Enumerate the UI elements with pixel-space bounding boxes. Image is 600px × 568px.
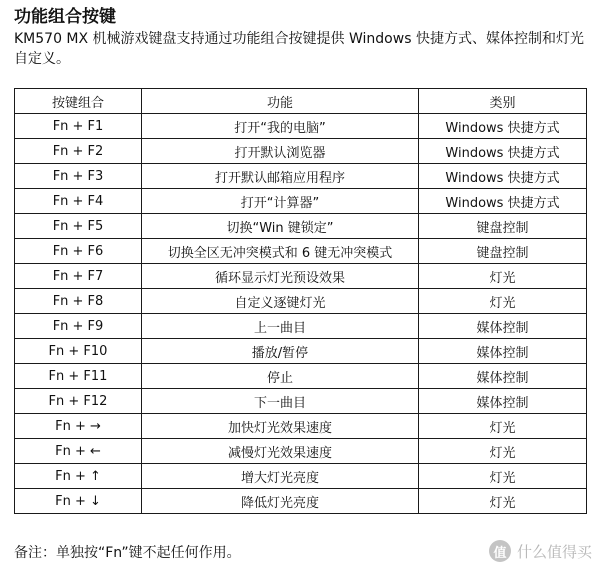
category-cell: 媒体控制 [419, 364, 587, 389]
category-cell: 键盘控制 [419, 214, 587, 239]
table-row [15, 214, 587, 239]
category-cell: 灯光 [419, 264, 587, 289]
watermark-text: 什么值得买 [516, 542, 592, 561]
header-combo: 按键组合 [15, 89, 142, 114]
combo-cell: Fn + F6 [15, 239, 142, 264]
table-row [15, 314, 587, 339]
intro-paragraph: KM570 MX 机械游戏键盘支持通过功能组合按键提供 Windows 快捷方式、媒体控制和灯光自定义。 [14, 31, 584, 67]
category-cell: 键盘控制 [419, 239, 587, 264]
combo-cell: Fn + ↓ [15, 489, 142, 514]
combo-cell: Fn + F2 [15, 139, 142, 164]
combo-cell: Fn + ↑ [15, 464, 142, 489]
table-row [15, 439, 587, 464]
category-cell: 灯光 [419, 464, 587, 489]
combo-cell: Fn + F3 [15, 164, 142, 189]
function-cell: 打开默认浏览器 [142, 139, 419, 164]
category-cell: Windows 快捷方式 [419, 139, 587, 164]
combo-cell: Fn + F11 [15, 364, 142, 389]
category-cell: 灯光 [419, 489, 587, 514]
function-cell: 加快灯光效果速度 [142, 414, 419, 439]
function-cell: 打开“计算器” [142, 189, 419, 214]
table-row [15, 189, 587, 214]
table-row [15, 289, 587, 314]
category-cell: Windows 快捷方式 [419, 114, 587, 139]
function-cell: 切换“Win 键锁定” [142, 214, 419, 239]
function-cell: 降低灯光亮度 [142, 489, 419, 514]
category-cell: Windows 快捷方式 [419, 164, 587, 189]
table-row [15, 139, 587, 164]
table-header-row [15, 89, 587, 114]
combo-cell: Fn + F10 [15, 339, 142, 364]
header-function: 功能 [142, 89, 419, 114]
function-cell: 停止 [142, 364, 419, 389]
table-row [15, 339, 587, 364]
category-cell: 灯光 [419, 414, 587, 439]
function-cell: 自定义逐键灯光 [142, 289, 419, 314]
function-cell: 下一曲目 [142, 389, 419, 414]
category-cell: 媒体控制 [419, 314, 587, 339]
footnote: 备注：单独按“Fn”键不起任何作用。 [14, 545, 241, 561]
table-row [15, 114, 587, 139]
function-cell: 减慢灯光效果速度 [142, 439, 419, 464]
function-cell: 增大灯光亮度 [142, 464, 419, 489]
combo-cell: Fn + ← [15, 439, 142, 464]
table-row [15, 239, 587, 264]
table-row [15, 364, 587, 389]
combo-cell: Fn + F9 [15, 314, 142, 339]
table-row [15, 164, 587, 189]
watermark [489, 540, 592, 562]
category-cell: 媒体控制 [419, 389, 587, 414]
combo-cell: Fn + F4 [15, 189, 142, 214]
combo-cell: Fn + F5 [15, 214, 142, 239]
table-row [15, 389, 587, 414]
table-row [15, 414, 587, 439]
category-cell: 灯光 [419, 439, 587, 464]
function-cell: 打开“我的电脑” [142, 114, 419, 139]
table-row [15, 489, 587, 514]
category-cell: 媒体控制 [419, 339, 587, 364]
function-cell: 循环显示灯光预设效果 [142, 264, 419, 289]
function-cell: 打开默认邮箱应用程序 [142, 164, 419, 189]
watermark-logo-icon: 值 [489, 540, 511, 562]
table-row [15, 464, 587, 489]
header-category: 类别 [419, 89, 587, 114]
function-cell: 切换全区无冲突模式和 6 键无冲突模式 [142, 239, 419, 264]
combo-cell: Fn + → [15, 414, 142, 439]
category-cell: Windows 快捷方式 [419, 189, 587, 214]
combo-cell: Fn + F7 [15, 264, 142, 289]
category-cell: 灯光 [419, 289, 587, 314]
combo-cell: Fn + F8 [15, 289, 142, 314]
combo-cell: Fn + F12 [15, 389, 142, 414]
function-cell: 上一曲目 [142, 314, 419, 339]
table-row [15, 264, 587, 289]
shortcut-table [14, 88, 587, 514]
function-cell: 播放/暂停 [142, 339, 419, 364]
page-title: 功能组合按键 [14, 7, 116, 27]
combo-cell: Fn + F1 [15, 114, 142, 139]
